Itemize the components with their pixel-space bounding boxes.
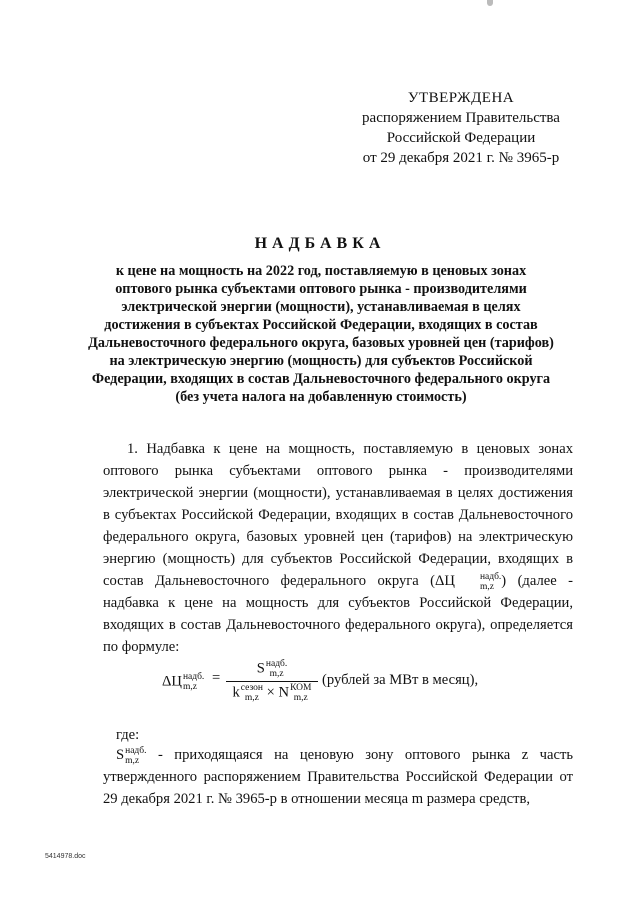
scan-mark — [487, 0, 493, 6]
formula-fraction — [226, 659, 318, 709]
definition-symbol: S надб. m,z — [116, 745, 147, 766]
formula-numerator: S надб. m,z — [256, 659, 288, 679]
formula-lhs: ΔЦ надб. m,z — [162, 672, 205, 692]
approval-line-1: распоряжением Правительства — [362, 110, 560, 126]
formula-denominator: k сезон m,z × N КОМ m,z — [232, 683, 312, 703]
approval-line-3: от 29 декабря 2021 г. № 3965-р — [362, 150, 560, 166]
formula-equals: = — [212, 670, 221, 686]
formula-unit: (рублей за МВт в месяц), — [322, 672, 479, 688]
file-footer: 5414978.doc — [45, 853, 86, 860]
approval-line-2: Российской Федерации — [386, 130, 536, 146]
formula — [162, 659, 542, 709]
approval-stamp — [330, 88, 592, 168]
document-subtitle: к цене на мощность на 2022 год, поставляемую в ценовых зонах оптового рынка субъектами оптового рынка - производителями электрической энергии (мощности), устанавливаемая в целях достижения в субъектах Российской Федерации, входящих в состав Дальневосточного федерального округа, базовых уровней цен (тарифов) на электрическую энергию (мощность) для субъектов Российской Федерации, входящих в состав Дальневосточного федерального округа (без учета налога на добавленную стоимость) — [88, 263, 554, 405]
inline-delta-symbol: ΔЦ надб. m,z — [435, 571, 502, 592]
definition-text: - приходящаяся на ценовую зону оптового рынка z часть утвержденного распоряжением Правительства Российской Федерации от 29 декабря 2021 г. № 3965-р в отношении месяца m размера средств, — [103, 747, 573, 807]
document-title: НАДБАВКА — [254, 235, 386, 252]
paragraph-1 — [103, 438, 573, 658]
paragraph-1-text-before: 1. Надбавка к цене на мощность, поставляемую в ценовых зонах оптового рынка субъектами оптового рынка - производителями электрической энергии (мощности), устанавливаемая в целях достижения в субъектах Российской Федерации, входящих в состав Дальневосточного федерального округа, базовых уровней цен (тарифов) на электрическую энергию (мощность) для субъектов Российской Федерации, входящих в состав Дальневосточного федерального округа ( — [103, 441, 573, 589]
definition-paragraph — [103, 744, 573, 810]
fraction-line — [226, 681, 318, 682]
where-label: где: — [116, 727, 140, 743]
paragraph-1-text-after: ) (далее - надбавка к цене на мощность для субъектов Российской Федерации, входящих в состав Дальневосточного федерального округа), определяется по формуле: — [103, 573, 573, 655]
approval-title: УТВЕРЖДЕНА — [407, 90, 515, 106]
